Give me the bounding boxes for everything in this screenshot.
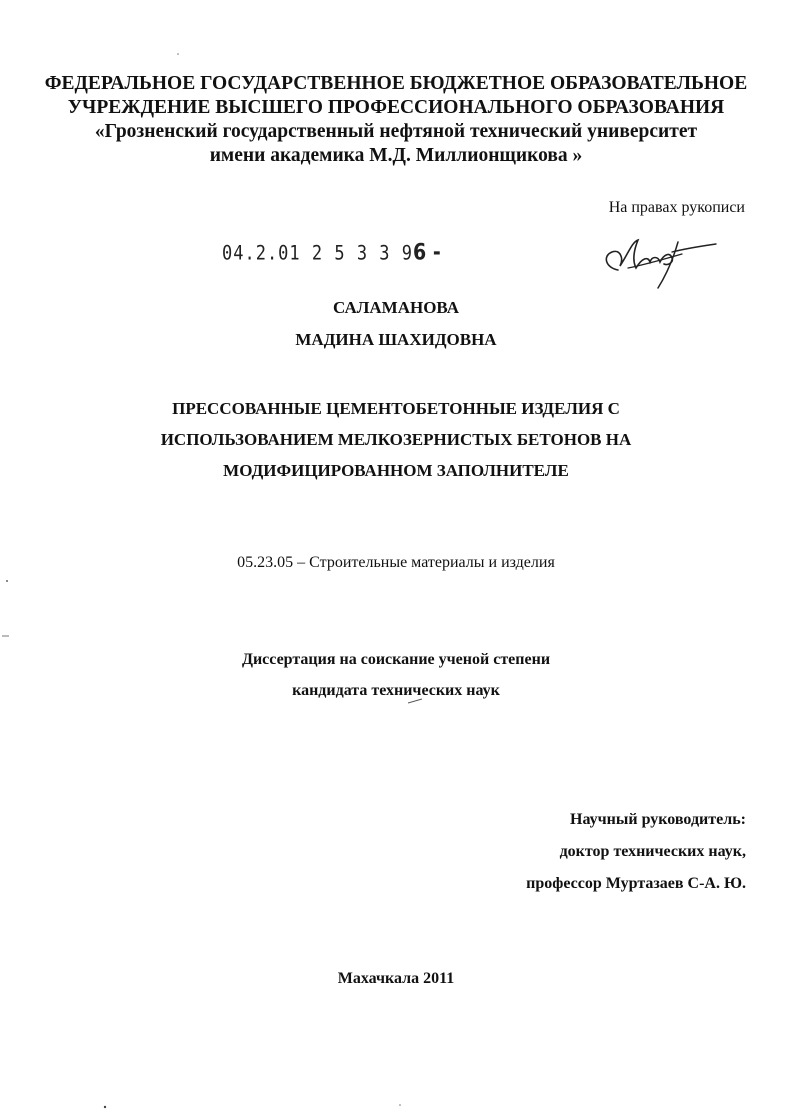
place-and-year: Махачкала 2011: [337, 970, 455, 987]
registration-number-printed: 04.2.01 2 5 3 3 9: [222, 242, 413, 266]
institution-line-3: «Грозненский государственный нефтяной технический университет: [94, 121, 698, 142]
scan-speck: [408, 698, 424, 704]
signature-icon: [598, 228, 718, 292]
scan-speck: [102, 1104, 108, 1110]
institution-line-1: ФЕДЕРАЛЬНОЕ ГОСУДАРСТВЕННОЕ БЮДЖЕТНОЕ ОБРАЗОВАТЕЛЬНОЕ: [44, 73, 748, 94]
institution-line-4: имени академика М.Д. Миллионщикова »: [209, 145, 583, 166]
scan-speck: [4, 578, 10, 584]
registration-number: [222, 240, 441, 265]
degree-line-1: Диссертация на соискание ученой степени: [241, 651, 551, 668]
scan-speck: [398, 1102, 402, 1108]
scan-speck: [2, 634, 10, 638]
supervisor-name: профессор Муртазаев С-А. Ю.: [526, 875, 746, 892]
supervisor-degree: доктор технических наук,: [559, 843, 746, 860]
degree-line-2: кандидата технических наук: [292, 682, 500, 699]
scan-speck: [176, 52, 180, 56]
specialty-code: 05.23.05 – Строительные материалы и изделия: [237, 554, 555, 571]
author-given-names: МАДИНА ШАХИДОВНА: [295, 330, 497, 349]
author-surname: САЛАМАНОВА: [333, 298, 459, 317]
title-line-2: ИСПОЛЬЗОВАНИЕМ МЕЛКОЗЕРНИСТЫХ БЕТОНОВ НА: [160, 430, 632, 449]
supervisor-label: Научный руководитель:: [570, 811, 746, 828]
title-line-1: ПРЕССОВАННЫЕ ЦЕМЕНТОБЕТОННЫЕ ИЗДЕЛИЯ С: [172, 399, 620, 418]
institution-line-2: УЧРЕЖДЕНИЕ ВЫСШЕГО ПРОФЕССИОНАЛЬНОГО ОБРАЗОВАНИЯ: [67, 97, 725, 118]
registration-number-handwritten: 6 -: [413, 240, 441, 266]
manuscript-rights-note: На правах рукописи: [608, 199, 745, 216]
title-line-3: МОДИФИЦИРОВАННОМ ЗАПОЛНИТЕЛЕ: [223, 461, 569, 480]
